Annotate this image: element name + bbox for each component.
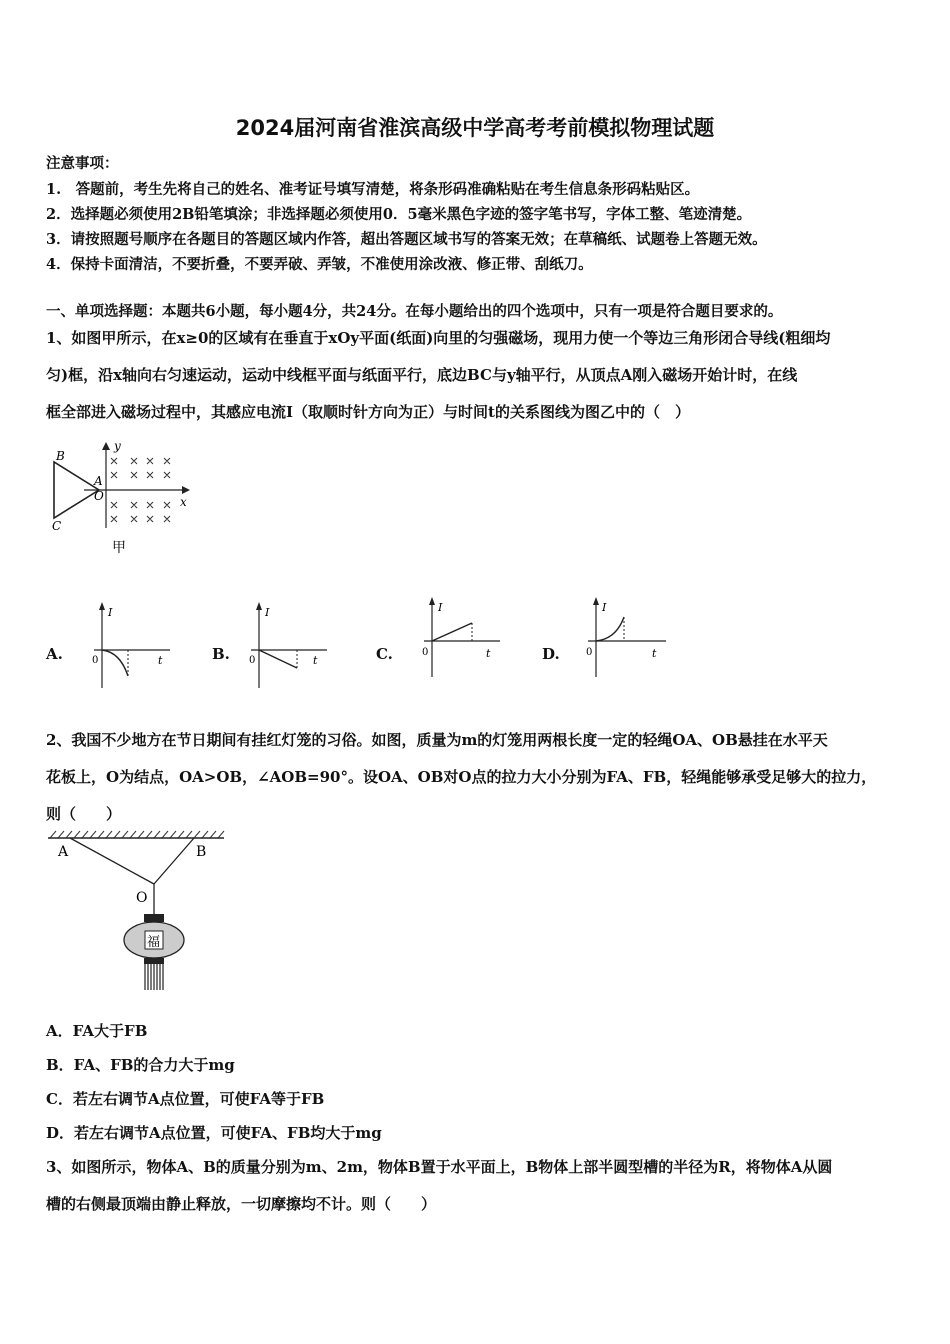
q1-text-line-2: 匀)框，沿x轴向右匀速运动，运动中线框平面与纸面平行，底边BC与y轴平行，从顶点A刚入磁场开始计时，在线 (46, 366, 798, 384)
q1-text-line-3: 框全部进入磁场过程中，其感应电流I（取顺时针方向为正）与时间t的关系图线为图乙中的（ ） (46, 403, 690, 421)
q1-option-b-graph (245, 600, 330, 692)
curve-a (102, 650, 128, 676)
page-title: 2024届河南省淮滨高级中学高考考前模拟物理试题 (235, 116, 715, 140)
x-axis-arrow (182, 486, 190, 494)
label-x: x (180, 495, 187, 509)
origin-label: 0 (586, 647, 593, 658)
label-a: A (94, 474, 103, 488)
q1-option-c-label: C. (376, 645, 393, 663)
q1-option-d-graph (582, 595, 667, 687)
q2-option-b: B．FA、FB的合力大于mg (46, 1056, 235, 1074)
axis-t-label: t (486, 647, 491, 660)
lantern-tassel (145, 964, 163, 990)
label-a: A (58, 844, 69, 860)
origin-label: 0 (422, 647, 429, 658)
notice-item-1: 1. 答题前，考生先将自己的姓名、准考证号填写清楚，将条形码准确粘贴在考生信息条形码粘贴区。 (46, 181, 700, 198)
q2-text-line-2: 花板上，O为结点，OA>OB，∠AOB=90°。设OA、OB对O点的拉力大小分别为FA、FB，轻绳能够承受足够大的拉力， (46, 768, 877, 786)
origin-label: 0 (249, 655, 256, 666)
q2-option-a: A．FA大于FB (46, 1022, 148, 1040)
lantern-cap (144, 914, 164, 922)
origin-label: 0 (92, 655, 99, 666)
notice-item-2: 2．选择题必须使用2B铅笔填涂；非选择题必须使用0．5毫米黑色字迹的签字笔书写，字体工整、笔迹清楚。 (46, 206, 752, 223)
notice-heading: 注意事项： (46, 155, 119, 172)
axis-i-label: I (265, 606, 270, 619)
figure-caption: 甲 (112, 540, 126, 556)
axis-i-label: I (438, 601, 443, 614)
line-b (259, 650, 297, 668)
q2-lantern-figure (44, 828, 229, 993)
q1-text-line-1: 1、如图甲所示，在x≥0的区域有在垂直于xOy平面(纸面)向里的匀强磁场，现用力使一个等边三角形闭合导线(粗细均 (46, 329, 831, 347)
axis-t-label: t (652, 647, 657, 660)
q2-text-line-1: 2、我国不少地方在节日期间有挂红灯笼的习俗。如图，质量为m的灯笼用两根长度一定的轻绳OA、OB悬挂在水平天 (46, 731, 828, 749)
q1-option-a-graph (88, 600, 173, 692)
line-c (432, 623, 472, 641)
y-axis-arrow (102, 442, 110, 450)
label-b: B (56, 449, 65, 463)
q2-option-d: D．若左右调节A点位置，可使FA、FB均大于mg (46, 1124, 382, 1142)
label-o: O (94, 489, 104, 503)
curve-d (596, 617, 624, 641)
q2-text-line-3: 则（ ） (46, 805, 122, 823)
rope-ob (154, 838, 194, 884)
axis-i-label: I (602, 601, 607, 614)
label-b: B (196, 844, 207, 860)
q3-text-line-2: 槽的右侧最顶端由静止释放，一切摩擦均不计。则（ ） (46, 1195, 437, 1213)
section-heading: 一、单项选择题：本题共6小题，每小题4分，共24分。在每小题给出的四个选项中，只有一项是符合题目要求的。 (46, 303, 783, 320)
q3-text-line-1: 3、如图所示，物体A、B的质量分别为m、2m，物体B置于水平面上，B物体上部半圆型槽的半径为R，将物体A从圆 (46, 1158, 833, 1176)
label-y: y (114, 440, 121, 453)
axis-t-label: t (158, 654, 163, 667)
label-c: C (52, 519, 62, 533)
notice-item-3: 3．请按照题号顺序在各题目的答题区域内作答，超出答题区域书写的答案无效；在草稿纸、试题卷上答题无效。 (46, 231, 767, 248)
rope-oa (70, 838, 154, 884)
q1-figure-jia (44, 440, 194, 560)
q1-option-b-label: B. (212, 645, 230, 663)
q1-option-c-graph (418, 595, 503, 687)
q2-option-c: C．若左右调节A点位置，可使FA等于FB (46, 1090, 325, 1108)
lantern-character: 福 (147, 935, 161, 950)
axis-i-label: I (108, 606, 113, 619)
q1-option-d-label: D. (542, 645, 560, 663)
q1-option-a-label: A. (46, 645, 63, 663)
axis-t-label: t (313, 654, 318, 667)
label-o: O (136, 890, 148, 906)
notice-item-4: 4．保持卡面清洁，不要折叠，不要弄破、弄皱，不准使用涂改液、修正带、刮纸刀。 (46, 256, 593, 273)
